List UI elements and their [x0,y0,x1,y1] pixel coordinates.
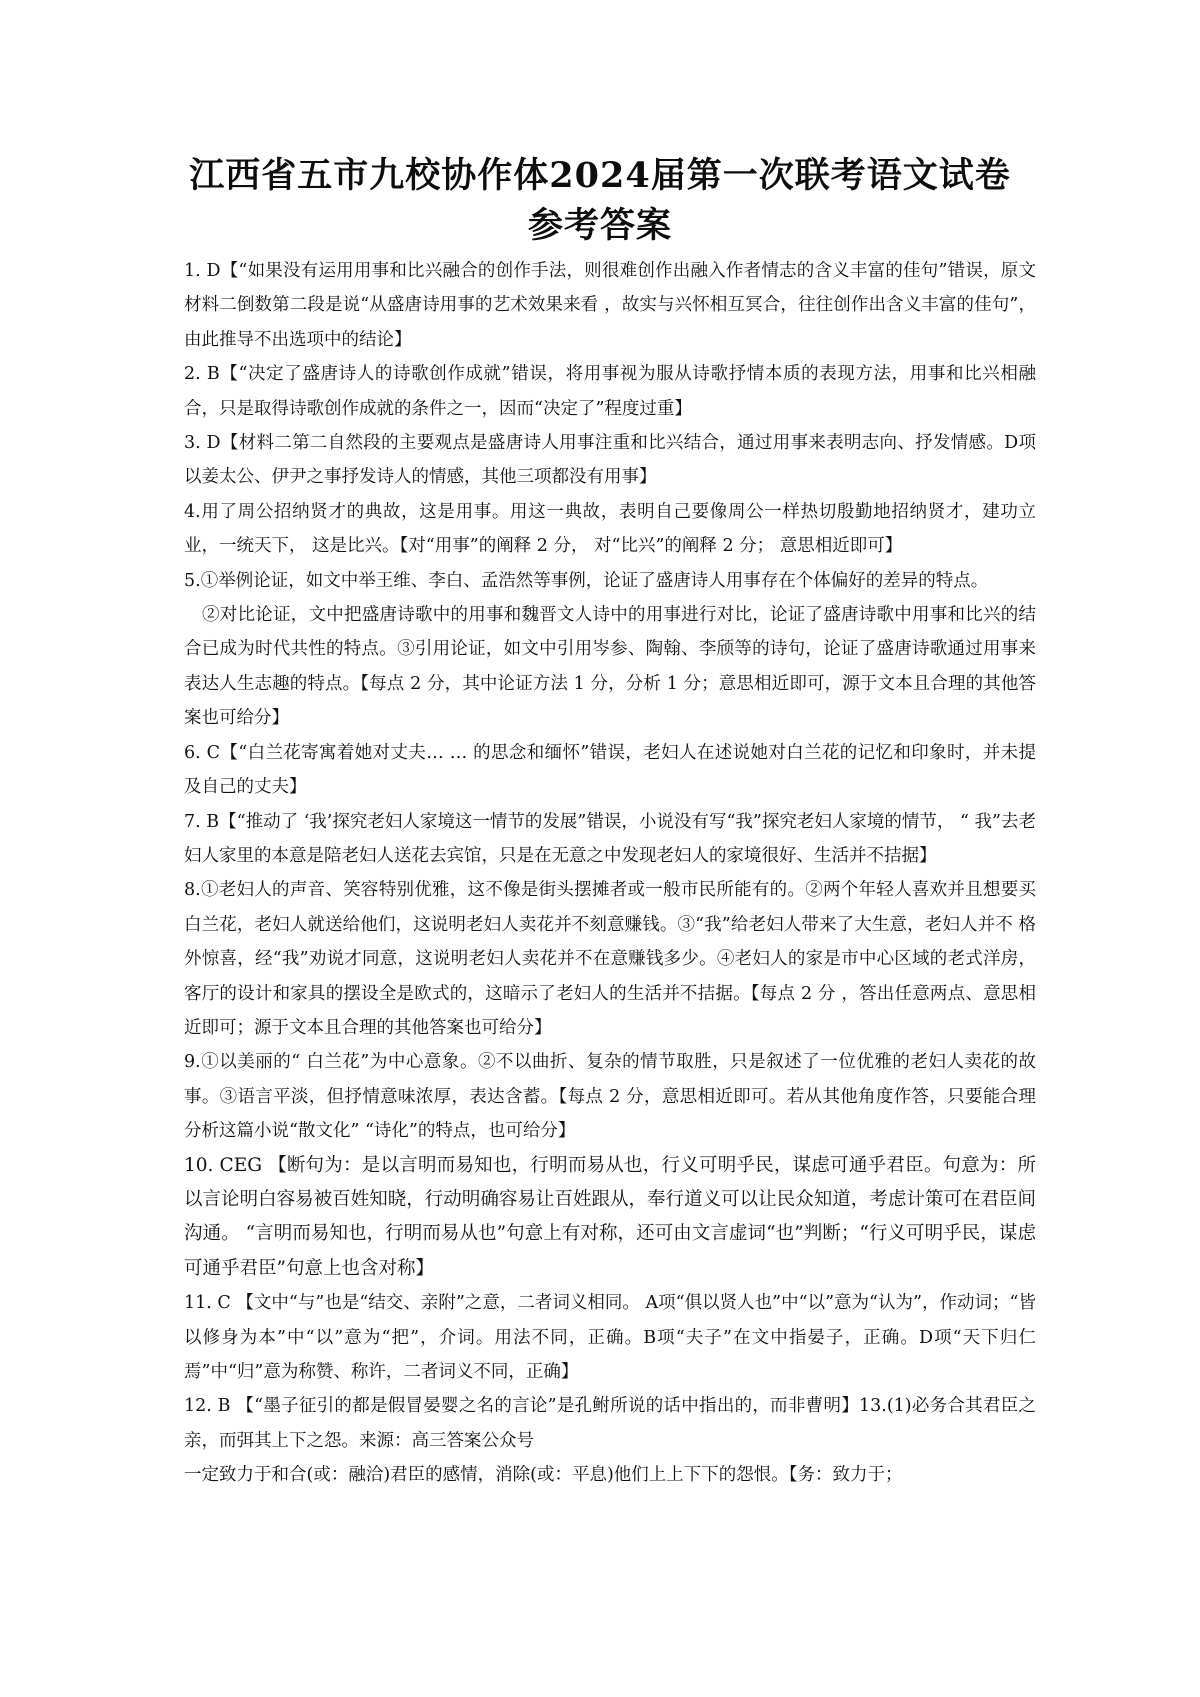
answer-13-translation: 一定致力于和合(或：融洽)君臣的感情，消除(或：平息)他们上上下下的怨恨。【务：致力于； [184,1465,903,1486]
answer-2: 2. B【“决定了盛唐诗人的诗歌创作成就”错误，将用事视为服从诗歌抒情本质的表现方法，用事和比兴相融合，只是取得诗歌创作成就的条件之一，因而“决定了”程度过重】 [184,364,1036,419]
answer-11: 11. C 【文中“与”也是“结交、亲附”之意，二者词义相同。 A项“俱以贤人也”中“以”意为“认为”，作动词；“皆以修身为本”中“以”意为“把”，介词。用法不同，正确。B项“夫子”在文中指晏子，正确。D项“天下归仁焉”中“归”意为称赞、称许，二者词义不同，正确】 [184,1293,1036,1382]
answer-4: 4.用了周公招纳贤才的典故，这是用事。用这一典故，表明自己要像周公一样热切殷勤地招纳贤才，建功立业，一统天下， 这是比兴。【对“用事”的阐释 2 分， 对“比兴”的阐释 2 分； 意思相近即可】 [184,501,1036,557]
answer-7: 7. B【“推动了 ‘我’探究老妇人家境这一情节的发展”错误，小说没有写“我”探究老妇人家境的情节， “ 我”去老妇人家里的本意是陪老妇人送花去宾馆，只是在无意之中发现老妇人的家境很好、生活并不拮据】 [184,811,1036,866]
document-title: 江西省五市九校协作体2024届第一次联考语文试卷 [189,155,1011,196]
answer-1: 1. D【“如果没有运用用事和比兴融合的创作手法，则很难创作出融入作者情志的含义丰富的佳句”错误，原文材料二倒数第二段是说“从盛唐诗用事的艺术效果来看 ，故实与兴怀相互冥合，往往创作出含义丰富的佳句”，由此推导不出选项中的结论】 [184,261,1036,350]
document-subtitle: 参考答案 [527,205,672,246]
answer-list [184,254,1036,1493]
answer-5-continued: ②对比论证，文中把盛唐诗歌中的用事和魏晋文人诗中的用事进行对比，论证了盛唐诗歌中用事和比兴的结合已成为时代共性的特点。③引用论证，如文中引用岑参、陶翰、李颀等的诗句，论证了盛唐诗歌通过用事来表达人生志趣的特点。【每点 2 分，其中论证方法 1 分，分析 1 分；意思相近即可，源于文本且合理的其他答案也可给分】 [184,605,1036,729]
answer-10: 10. CEG 【断句为：是以言明而易知也，行明而易从也，行义可明乎民，谋虑可通乎君臣。句意为：所以言论明白容易被百姓知晓，行动明确容易让百姓跟从，奉行道义可以让民众知道，考虑计策可在君臣间沟通。 “言明而易知也，行明而易从也”句意上有对称，还可由文言虚词“也”判断；“行义可明乎民，谋虑可通乎君臣”句意上也含对称】 [184,1154,1036,1279]
answer-6: 6. C【“白兰花寄寓着她对丈夫… … 的思念和缅怀”错误，老妇人在述说她对白兰花的记忆和印象时，并未提及自己的丈夫】 [184,742,1036,798]
answer-5: 5.①举例论证，如文中举王维、李白、孟浩然等事例，论证了盛唐诗人用事存在个体偏好的差异的特点。 [184,570,989,591]
answer-3: 3. D【材料二第二自然段的主要观点是盛唐诗人用事注重和比兴结合，通过用事来表明志向、抒发情感。D项以姜太公、伊尹之事抒发诗人的情感，其他三项都没有用事】 [184,433,1036,488]
answer-9: 9.①以美丽的“ 白兰花”为中心意象。②不以曲折、复杂的情节取胜，只是叙述了一位优雅的老妇人卖花的故事。③语言平淡，但抒情意味浓厚，表达含蓄。【每点 2 分，意思相近即可。若从其他角度作答，只要能合理分析这篇小说“散文化” “诗化”的特点，也可给分】 [184,1052,1036,1142]
answer-12-13: 12. B 【“墨子征引的都是假冒晏婴之名的言论”是孔鲋所说的话中指出的，而非曹明】13.(1)必务合其君臣之亲，而弭其上下之怨。来源：高三答案公众号 [184,1396,1036,1451]
answer-8: 8.①老妇人的声音、笑容特别优雅，这不像是街头摆摊者或一般市民所能有的。②两个年轻人喜欢并且想要买白兰花，老妇人就送给他们，这说明老妇人卖花并不刻意赚钱。③“我”给老妇人带来了大生意，老妇人并不 格外惊喜，经“我”劝说才同意，这说明老妇人卖花并不在意赚钱多少。④老妇人的家是市中心区域的老式洋房，客厅的设计和家具的摆设全是欧式的，这暗示了老妇人的生活并不拮据。【每点 2 分 ，答出任意两点、意思相近即可；源于文本且合理的其他答案也可给分】 [184,880,1036,1038]
